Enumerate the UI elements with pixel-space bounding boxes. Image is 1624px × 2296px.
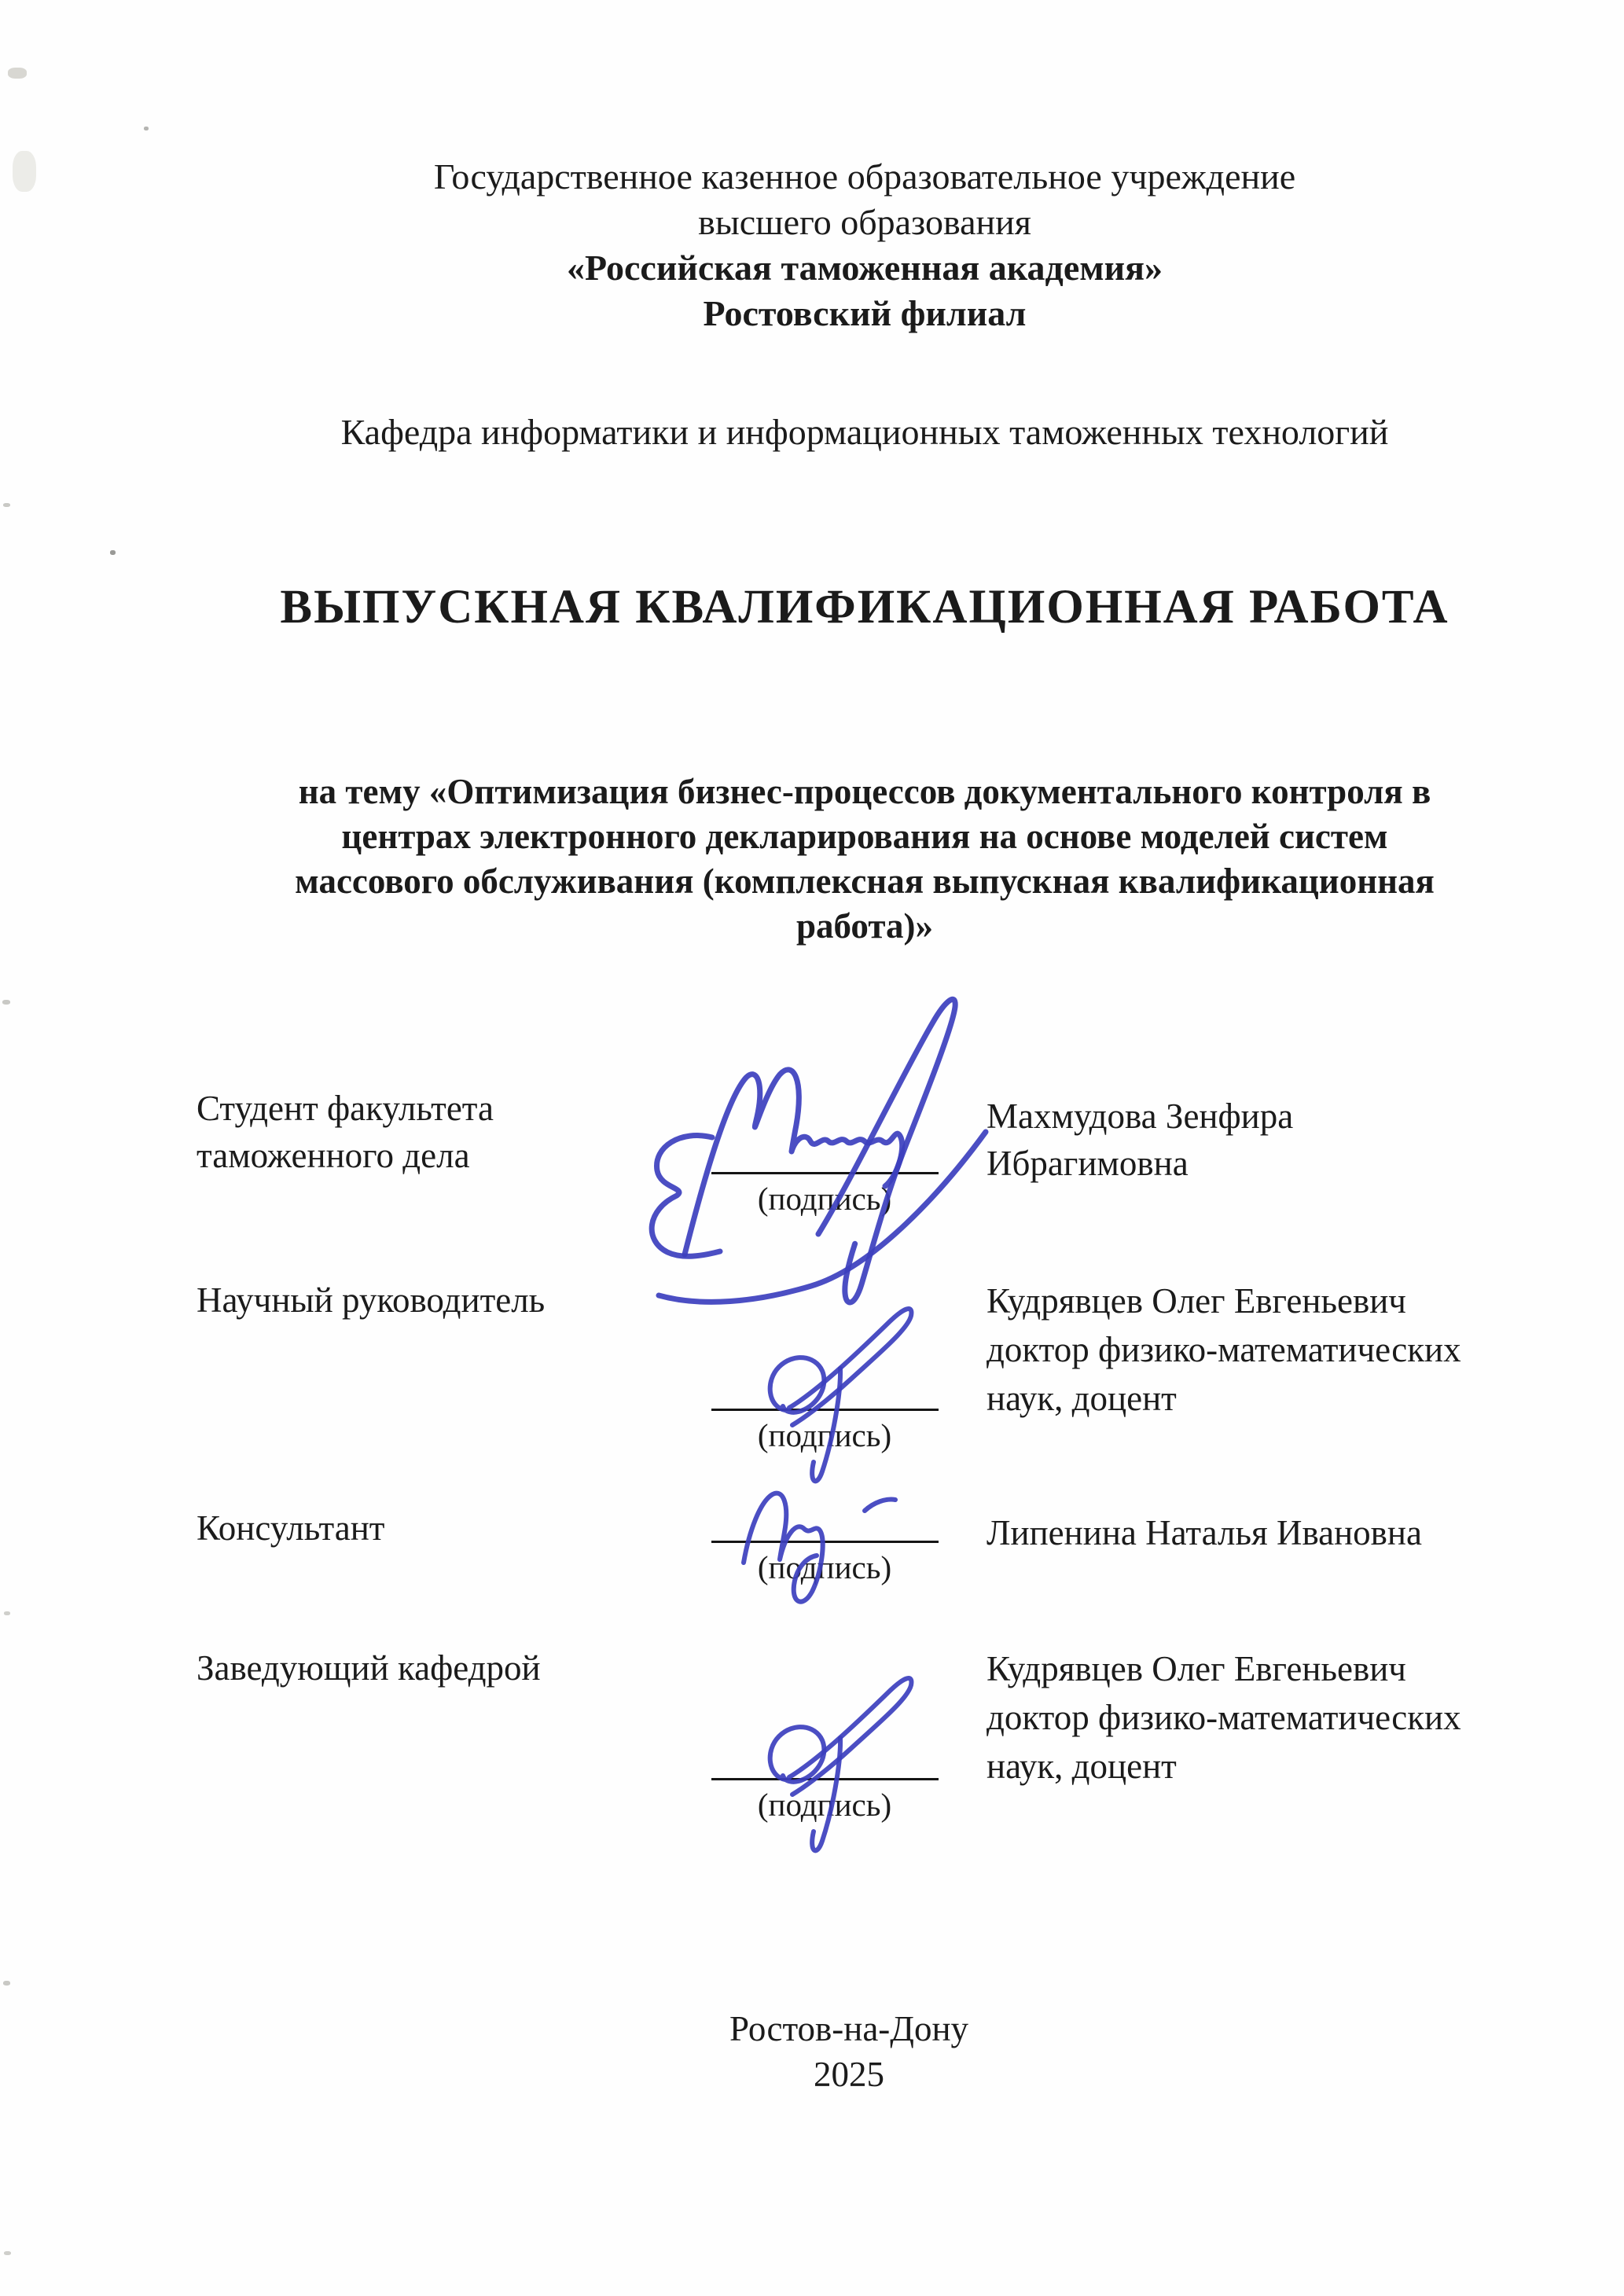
role-head-of-department	[197, 1644, 715, 1692]
signature-stroke	[770, 1727, 825, 1782]
institution-line-3: «Российская таможенная академия»	[567, 248, 1163, 288]
scan-artifact	[3, 503, 10, 507]
signature-head-ink	[770, 1678, 912, 1850]
signee-head-name: Кудрявцев Олег Евгеньевич	[987, 1649, 1406, 1688]
signature-line-consultant	[711, 1541, 939, 1543]
signature-stroke	[818, 999, 955, 1302]
institution-block	[197, 154, 1533, 336]
role-head-line-1: Заведующий кафедрой	[197, 1648, 541, 1688]
signee-supervisor-degree-1: доктор физико-математических	[987, 1330, 1461, 1369]
footer-year: 2025	[814, 2055, 884, 2094]
signature-supervisor-ink	[770, 1309, 912, 1481]
institution-line-4: Ростовский филиал	[703, 293, 1027, 333]
work-type-title: ВЫПУСКНАЯ КВАЛИФИКАЦИОННАЯ РАБОТА	[280, 581, 1449, 634]
signature-line-student	[711, 1172, 939, 1174]
institution-line-2: высшего образования	[698, 202, 1031, 242]
role-supervisor-line-1: Научный руководитель	[197, 1280, 546, 1320]
signee-student-name-1: Махмудова Зенфира	[987, 1097, 1294, 1136]
department-line: Кафедра информатики и информационных таможенных технологий	[340, 412, 1389, 452]
role-supervisor	[197, 1277, 715, 1324]
signature-line-supervisor	[711, 1409, 939, 1411]
signee-consultant	[987, 1509, 1568, 1556]
signature-stroke	[789, 1678, 911, 1795]
role-student-line-2: таможенного дела	[197, 1136, 470, 1175]
scan-artifact	[8, 68, 27, 79]
signature-stroke	[865, 1500, 895, 1511]
scan-artifact	[13, 151, 36, 192]
role-consultant-line-1: Консультант	[197, 1508, 385, 1548]
topic-line-4: работа)»	[796, 906, 933, 946]
signature-stroke	[789, 1309, 911, 1425]
topic-line-1: на тему «Оптимизация бизнес-процессов документального контроля в	[298, 772, 1431, 811]
signature-caption-consultant: (подпись)	[757, 1549, 892, 1585]
institution-line-1: Государственное казенное образовательное учреждение	[433, 156, 1296, 197]
footer-city: Ростов-на-Дону	[729, 2009, 969, 2048]
scan-artifact	[4, 2251, 11, 2255]
signature-stroke	[685, 1070, 902, 1255]
scan-artifact	[110, 550, 116, 555]
signee-head-of-department	[987, 1644, 1568, 1791]
signature-stroke	[770, 1357, 825, 1412]
topic-line-2: центрах электронного декларирования на основе моделей систем	[341, 817, 1388, 856]
signature-caption-head: (подпись)	[757, 1787, 892, 1823]
signee-supervisor-name: Кудрявцев Олег Евгеньевич	[987, 1281, 1406, 1321]
signature-line-head	[711, 1778, 939, 1780]
scan-artifact	[4, 1611, 10, 1615]
signee-consultant-name: Липенина Наталья Ивановна	[987, 1513, 1422, 1552]
signee-head-degree-2: наук, доцент	[987, 1747, 1177, 1786]
signee-supervisor	[987, 1277, 1568, 1423]
signature-caption-student: (подпись)	[757, 1181, 892, 1217]
role-student-line-1: Студент факультета	[197, 1089, 494, 1128]
topic-line-3: массового обслуживания (комплексная выпускная квалификационная	[295, 861, 1435, 901]
footer-block	[181, 2006, 1517, 2097]
role-consultant	[197, 1504, 715, 1552]
signee-student	[987, 1093, 1568, 1187]
scan-artifact	[3, 1981, 10, 1986]
role-student	[197, 1085, 715, 1179]
topic-block	[197, 770, 1533, 949]
signature-caption-supervisor: (подпись)	[757, 1417, 892, 1453]
scan-artifact	[2, 1000, 10, 1005]
signee-student-name-2: Ибрагимовна	[987, 1144, 1189, 1183]
signee-head-degree-1: доктор физико-математических	[987, 1698, 1461, 1737]
scan-artifact	[144, 127, 149, 130]
signee-supervisor-degree-2: наук, доцент	[987, 1379, 1177, 1418]
